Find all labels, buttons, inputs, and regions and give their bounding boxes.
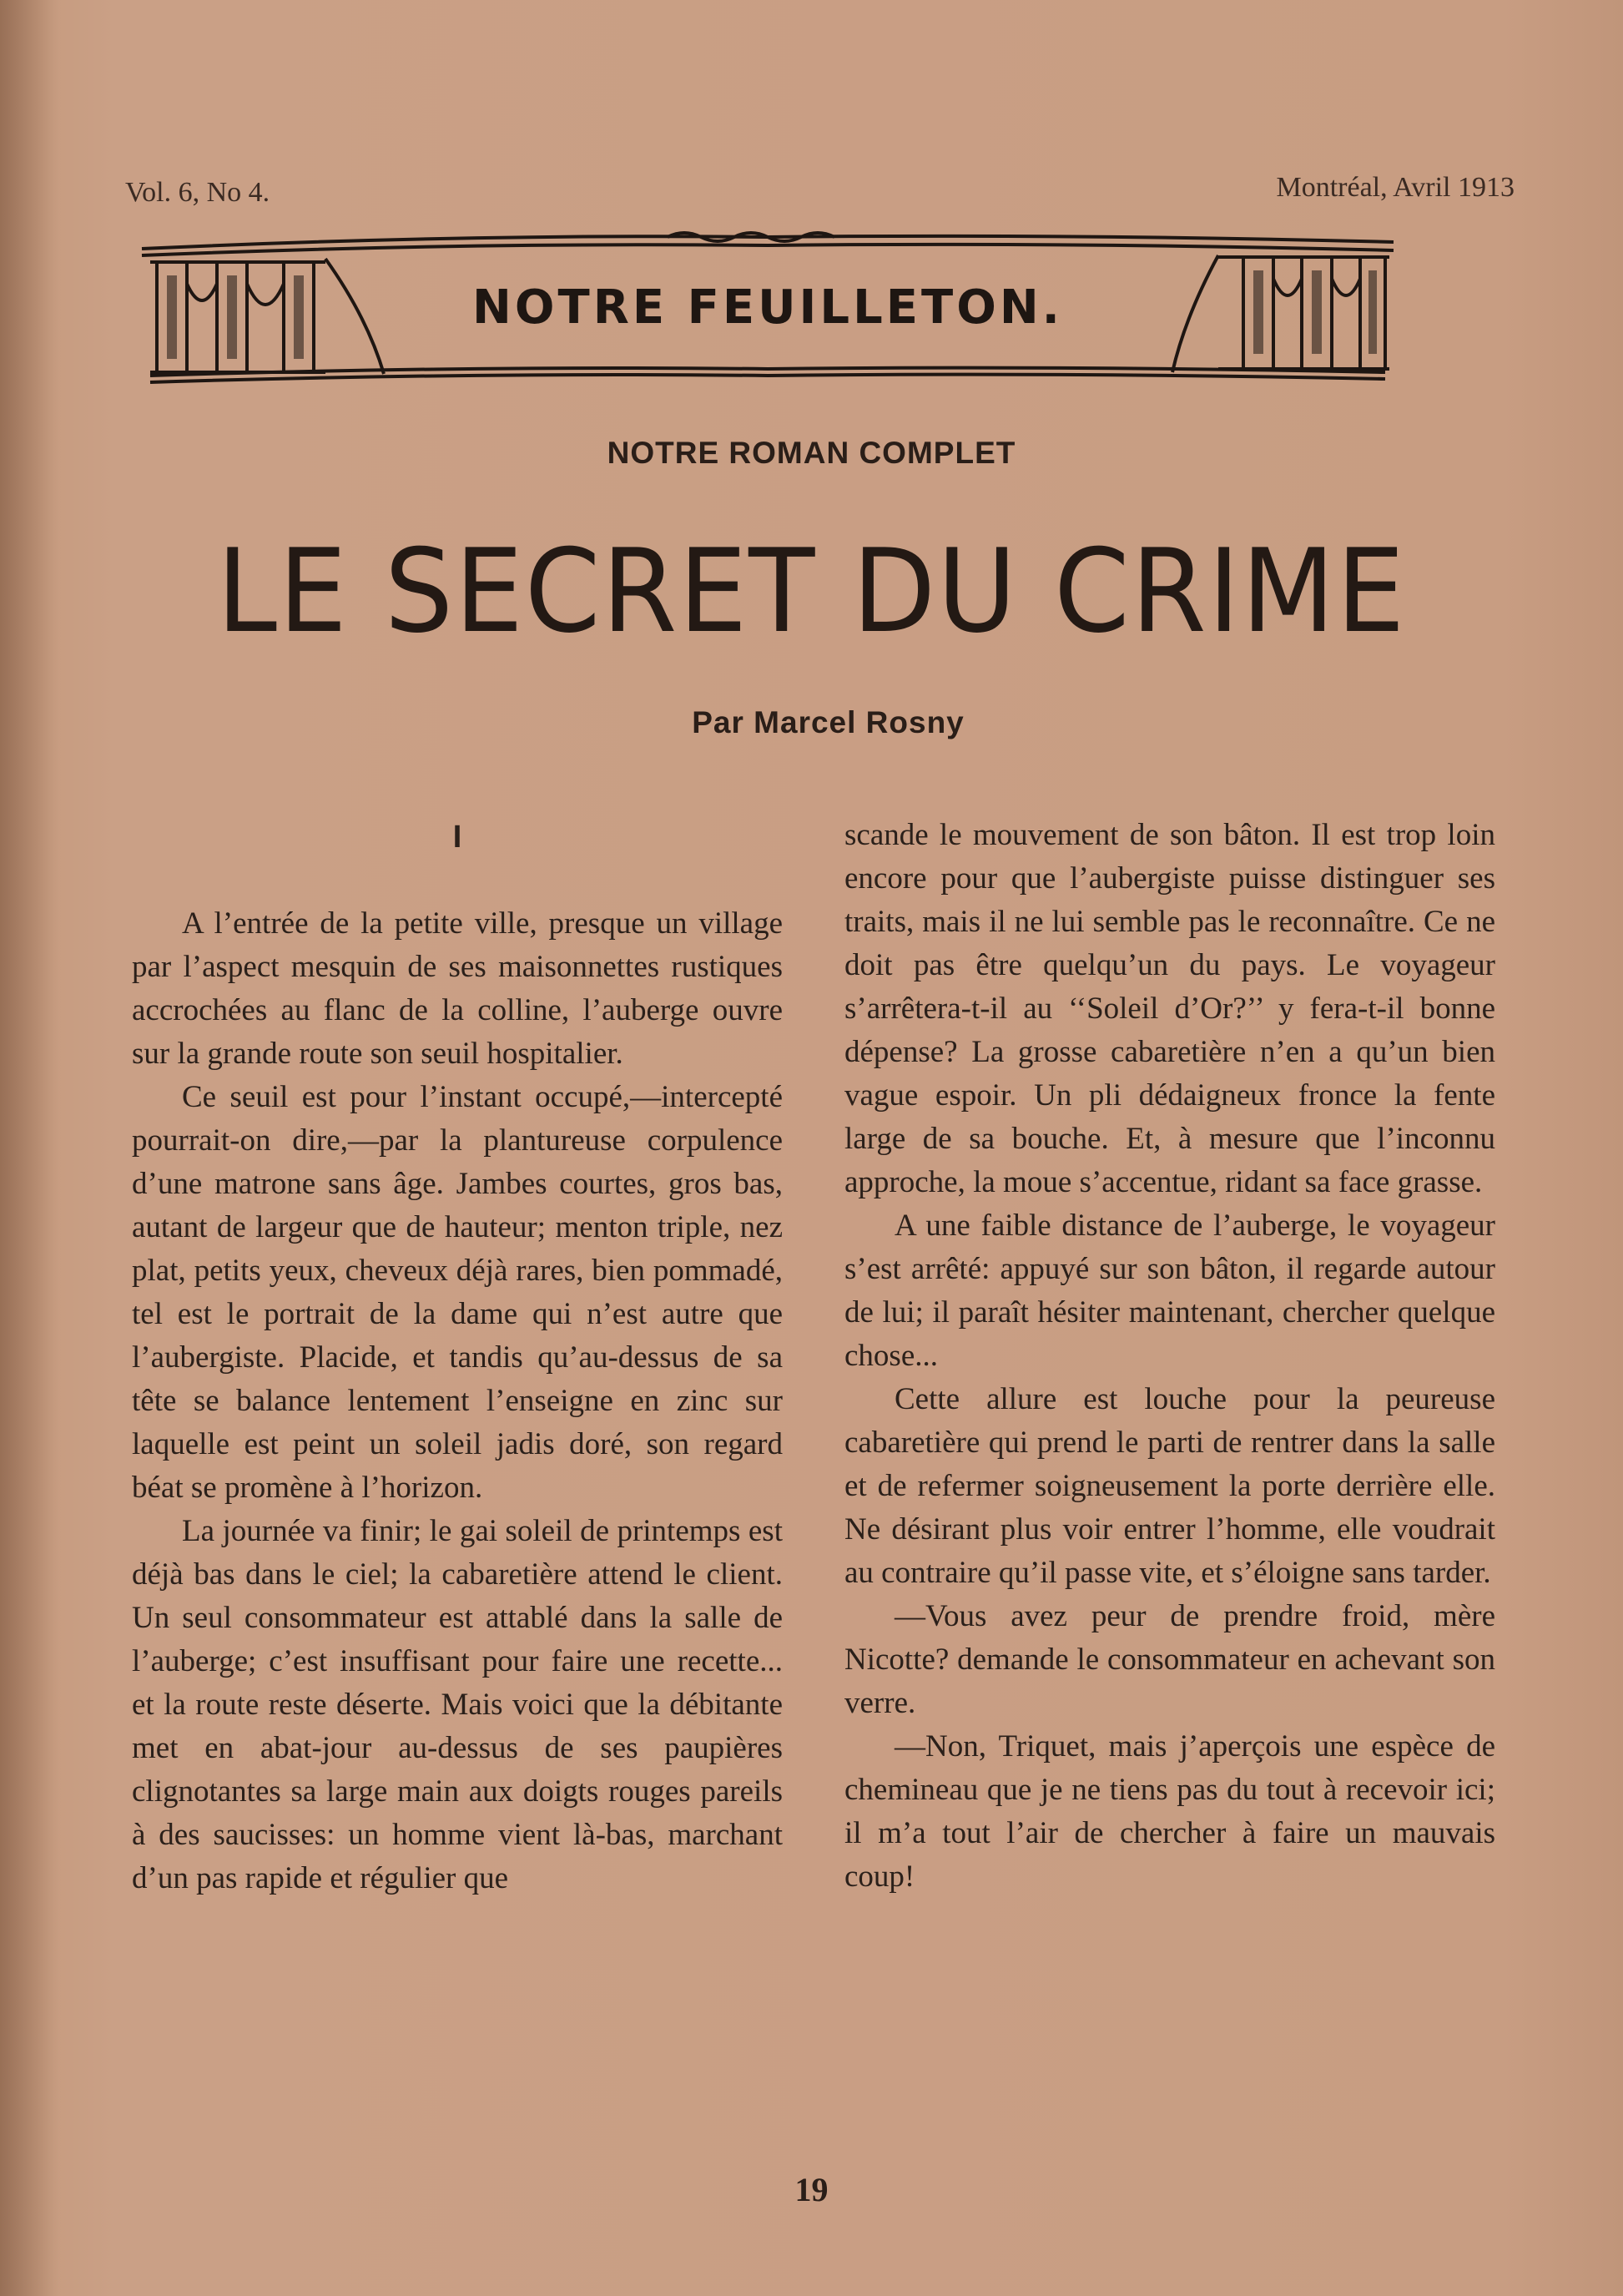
volume-number: Vol. 6, No 4.	[125, 177, 270, 208]
issue-date: Montréal, Avril 1913	[1276, 172, 1515, 203]
paragraph: Ce seuil est pour l’instant occupé,—intercepté pourrait-on dire,—par la plantureuse corpulence d’une matrone sans âge. Jambes courtes, gros bas, autant de largeur que de hauteur; menton triple, nez plat, petits yeux, cheveux déjà rares, bien pommadé, tel est le portrait de la dame qui n’est autre que l’aubergiste. Placide, et tandis qu’au-dessus de sa tête se balance lentement l’enseigne en zinc sur laquelle est peint un soleil jadis doré, son regard béat se promène à l’horizon.	[132, 1080, 783, 1505]
paragraph: La journée va finir; le gai soleil de printemps est déjà bas dans le ciel; la cabaretière attend le client. Un seul consommateur est attablé dans la salle de l’auberge; c’est insuffisant pour faire une recette... et la route reste déserte. Mais voici que la débitante met en abat-jour au-dessus de ses paupières clignotantes sa large main aux doigts rouges pareils à des saucisses: un homme vient là-bas, marchant d’un pas rapide et régulier que	[132, 1514, 783, 1895]
paragraph: A une faible distance de l’auberge, le voyageur s’est arrêté: appuyé sur son bâton, il regarde autour de lui; il paraît hésiter maintenant, chercher quelque chose...	[844, 1209, 1495, 1373]
paragraph: A l’entrée de la petite ville, presque un village par l’aspect mesquin de ses maisonnettes rustiques accrochées au flanc de la colline, l’auberge ouvre sur la grande route son seuil hospitalier.	[132, 906, 783, 1071]
binding-shadow	[0, 0, 58, 2296]
right-column	[844, 814, 1495, 1899]
author-byline: Par Marcel Rosny	[692, 705, 965, 739]
section-kicker: NOTRE ROMAN COMPLET	[607, 436, 1016, 470]
paragraph: scande le mouvement de son bâton. Il est trop loin encore pour que l’aubergiste puisse distinguer ses traits, mais il ne lui semble pas le reconnaître. Ce ne doit pas être quelqu’un du pays. Le voyageur s’arrêtera-t-il au ‘‘Soleil d’Or?’’ y fera-t-il bonne dépense? La grosse cabaretière n’en a qu’un bien vague espoir. Un pli dédaigneux fronce la fente large de sa bouche. Et, à mesure que l’inconnu approche, la moue s’accentue, ridant sa face grasse.	[844, 818, 1495, 1199]
paragraph: —Vous avez peur de prendre froid, mère Nicotte? demande le consommateur en achevant son verre.	[844, 1599, 1495, 1720]
story-title: LE SECRET DU CRIME	[216, 524, 1407, 659]
left-column	[132, 814, 783, 1900]
paragraph: Cette allure est louche pour la peureuse cabaretière qui prend le parti de rentrer dans la salle et de refermer soigneusement la porte derrière elle. Ne désirant plus voir entrer l’homme, elle voudrait au contraire qu’il passe vite, et s’éloigne sans tarder.	[844, 1382, 1495, 1590]
page-number: 19	[794, 2171, 829, 2208]
paragraph: —Non, Triquet, mais j’aperçois une espèce de chemineau que je ne tiens pas du tout à recevoir ici; il m’a tout l’air de chercher à faire un mauvais coup!	[844, 1729, 1495, 1894]
masthead	[0, 172, 1623, 210]
banner-title: NOTRE FEUILLETON.	[472, 280, 1063, 335]
feuilleton-banner	[134, 225, 1402, 396]
chapter-heading: I	[452, 820, 462, 855]
